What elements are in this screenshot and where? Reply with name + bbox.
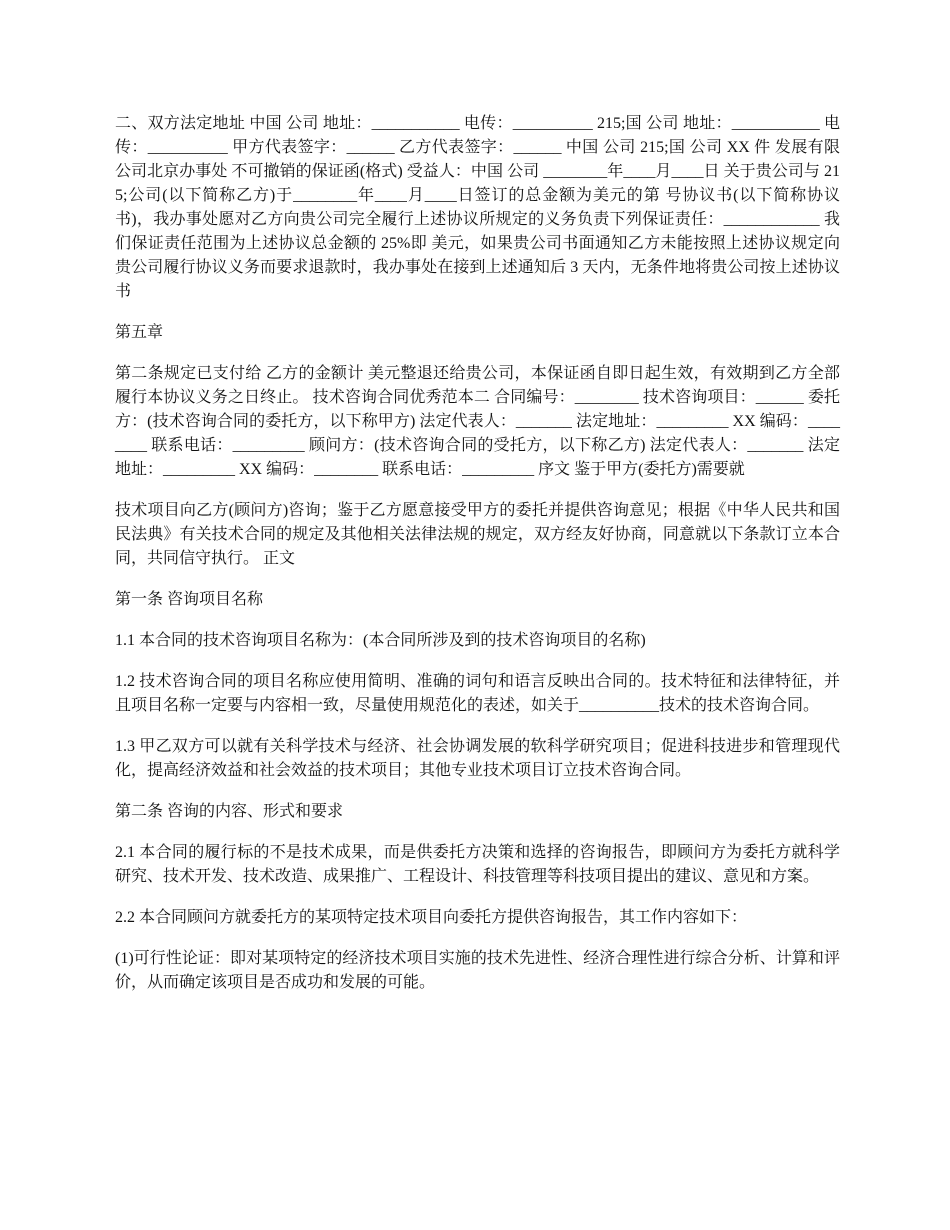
clause-1-1: 1.1 本合同的技术咨询项目名称为：(本合同所涉及到的技术咨询项目的名称) xyxy=(115,632,646,649)
clause-1-3: 1.3 甲乙双方可以就有关科学技术与经济、社会协调发展的软科学研究项目；促进科技进步和管理现代化，提高经济效益和社会效益的技术项目；其他专业技术项目订立技术咨询合同。 xyxy=(115,738,840,779)
chapter-heading: 第五章 xyxy=(115,324,164,341)
paragraph-guarantee-letter: 二、双方法定地址 中国 公司 地址：___________ 电传：__________ 215;国 公司 地址：___________ 电传：__________ 甲方代表签字：______ 乙方代表签字：______ 中国 公司 215;国 公司 XX 件 发展有限公司北京办事处 不可撤销的保证函(格式) 受益人：中国 公司 ________年____月____日 关于贵公司与 215;公司(以下简称乙方)于________年____月____日签订的总金额为美元的第 号协议书(以下简称协议书)，我办事处愿对乙方向贵公司完全履行上述协议所规定的义务负责下列保证责任：____________ 我们保证责任范围为上述协议总金额的 25%即 美元，如果贵公司书面通知乙方未能按照上述协议规定向贵公司履行协议义务而要求退款时，我办事处在接到上述通知后 3 天内，无条件地将贵公司按上述协议书 xyxy=(115,115,840,300)
article-1-heading: 第一条 咨询项目名称 xyxy=(115,591,264,608)
document-page xyxy=(115,112,840,1012)
clause-2-2: 2.2 本合同顾问方就委托方的某项特定技术项目向委托方提供咨询报告，其工作内容如下： xyxy=(115,909,748,926)
article-2-heading: 第二条 咨询的内容、形式和要求 xyxy=(115,803,344,820)
clause-1-2: 1.2 技术咨询合同的项目名称应使用简明、准确的词句和语言反映出合同的。技术特征和法律特征，并且项目名称一定要与内容相一致，尽量使用规范化的表述，如关于__________技术的技术咨询合同。 xyxy=(115,673,840,714)
paragraph-refund-clause: 第二条规定已支付给 乙方的金额计 美元整退还给贵公司，本保证函自即日起生效，有效期到乙方全部履行本协议义务之日终止。 技术咨询合同优秀范本二 合同编号：________ 技术咨询项目：______ 委托方：(技术咨询合同的委托方，以下称甲方) 法定代表人：_______ 法定地址：_________ XX 编码：________ 联系电话：_________ 顾问方：(技术咨询合同的受托方，以下称乙方) 法定代表人：_______ 法定地址：_________ XX 编码：________ 联系电话：_________ 序文 鉴于甲方(委托方)需要就 xyxy=(115,365,840,478)
paragraph-preamble: 技术项目向乙方(顾问方)咨询；鉴于乙方愿意接受甲方的委托并提供咨询意见；根据《中华人民共和国民法典》有关技术合同的规定及其他相关法律法规的规定，双方经友好协商，同意就以下条款订立本合同，共同信守执行。 正文 xyxy=(115,502,840,567)
clause-2-1: 2.1 本合同的履行标的不是技术成果，而是供委托方决策和选择的咨询报告，即顾问方为委托方就科学研究、技术开发、技术改造、成果推广、工程设计、科技管理等科技项目提出的建议、意见和方案。 xyxy=(115,844,840,885)
clause-feasibility: (1)可行性论证：即对某项特定的经济技术项目实施的技术先进性、经济合理性进行综合分析、计算和评价，从而确定该项目是否成功和发展的可能。 xyxy=(115,950,840,991)
